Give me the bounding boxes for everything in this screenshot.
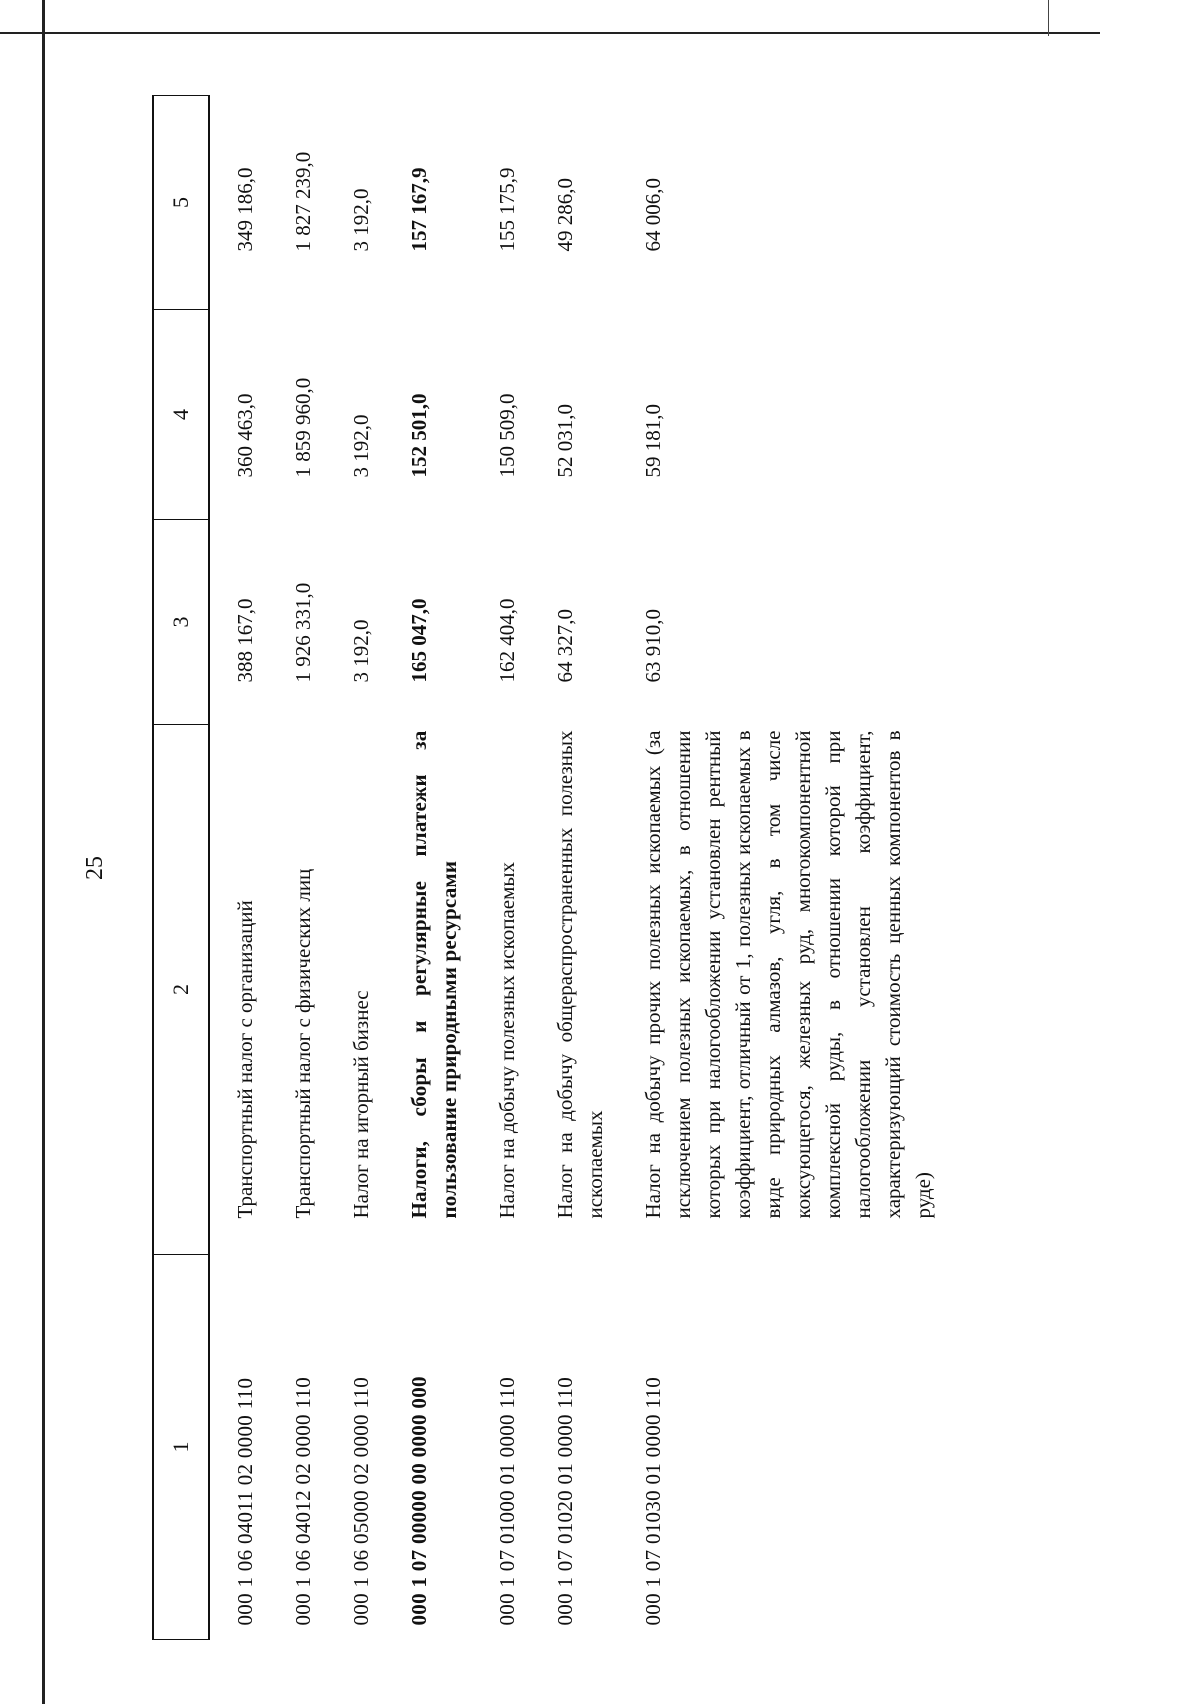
value-col3: 162 404,0	[495, 598, 519, 683]
value-col3: 165 047,0	[407, 598, 431, 683]
column-header: 5	[153, 96, 209, 310]
value-col5: 3 192,0	[349, 188, 373, 252]
value-col3: 388 167,0	[233, 598, 257, 683]
table-row	[610, 96, 938, 1640]
value-col5: 155 175,9	[495, 167, 519, 252]
budget-code: 000 1 07 01030 01 0000 110	[641, 1376, 665, 1626]
value-col5: 349 186,0	[233, 167, 257, 252]
budget-code: 000 1 06 04012 02 0000 110	[291, 1376, 315, 1626]
revenue-name: Налог на добычу полезных ископаемых	[495, 862, 519, 1219]
value-col4: 3 192,0	[349, 414, 373, 478]
value-col3: 3 192,0	[349, 619, 373, 683]
value-col4: 152 501,0	[407, 393, 431, 478]
revenue-name: Налоги, сборы и регулярные платежи за пользование природными ресурсами	[407, 730, 461, 1219]
table-row-group-total	[376, 96, 464, 1640]
scan-edge-left	[42, 0, 45, 1704]
budget-code: 000 1 07 01020 01 0000 110	[553, 1376, 577, 1626]
value-col3: 1 926 331,0	[291, 582, 315, 683]
page-number: 25	[82, 856, 108, 880]
value-col4: 1 859 960,0	[291, 377, 315, 478]
scan-edge-top	[0, 32, 1100, 34]
value-col3: 64 327,0	[553, 609, 577, 683]
table-row	[260, 96, 318, 1640]
table-header-row	[153, 96, 209, 1640]
budget-code: 000 1 07 01000 01 0000 110	[495, 1376, 519, 1626]
column-header: 3	[153, 520, 209, 725]
column-header: 4	[153, 310, 209, 520]
value-col4: 52 031,0	[553, 404, 577, 478]
value-col5: 1 827 239,0	[291, 151, 315, 252]
value-col5: 157 167,9	[407, 167, 431, 252]
table-row	[209, 96, 260, 1640]
revenue-name: Транспортный налог с физических лиц	[291, 868, 315, 1219]
value-col5: 49 286,0	[553, 178, 577, 252]
budget-code: 000 1 06 04011 02 0000 110	[233, 1377, 257, 1626]
table-row	[522, 96, 610, 1640]
revenue-name: Транспортный налог с организаций	[233, 900, 257, 1219]
revenue-name: Налог на добычу прочих полезных ископаемых (за исключением полезных ископаемых, в отношении которых при налогообложении установлен рентный коэффициент, отличный от 1, полезных ископаемых в виде природных алмазов, угля, в том числе коксующегося, железных руд, многокомпонентной комплексной руды, в отношении которой при налогообложении установлен коэффициент, характеризующий стоимость ценных компонентов в руде)	[641, 730, 935, 1219]
value-col3: 63 910,0	[641, 609, 665, 683]
table-row	[464, 96, 522, 1640]
budget-code: 000 1 06 05000 02 0000 110	[349, 1376, 373, 1626]
column-header: 2	[153, 725, 209, 1255]
table-row	[318, 96, 376, 1640]
scan-edge-mark	[1048, 0, 1049, 36]
value-col5: 64 006,0	[641, 178, 665, 252]
value-col4: 59 181,0	[641, 404, 665, 478]
budget-table	[152, 95, 938, 1640]
rotated-page	[82, 96, 935, 1640]
budget-code: 000 1 07 00000 00 0000 000	[407, 1376, 431, 1626]
column-header: 1	[153, 1255, 209, 1640]
revenue-name: Налог на добычу общераспространенных полезных ископаемых	[553, 730, 607, 1219]
value-col4: 150 509,0	[495, 393, 519, 478]
revenue-name: Налог на игорный бизнес	[349, 990, 373, 1219]
value-col4: 360 463,0	[233, 393, 257, 478]
